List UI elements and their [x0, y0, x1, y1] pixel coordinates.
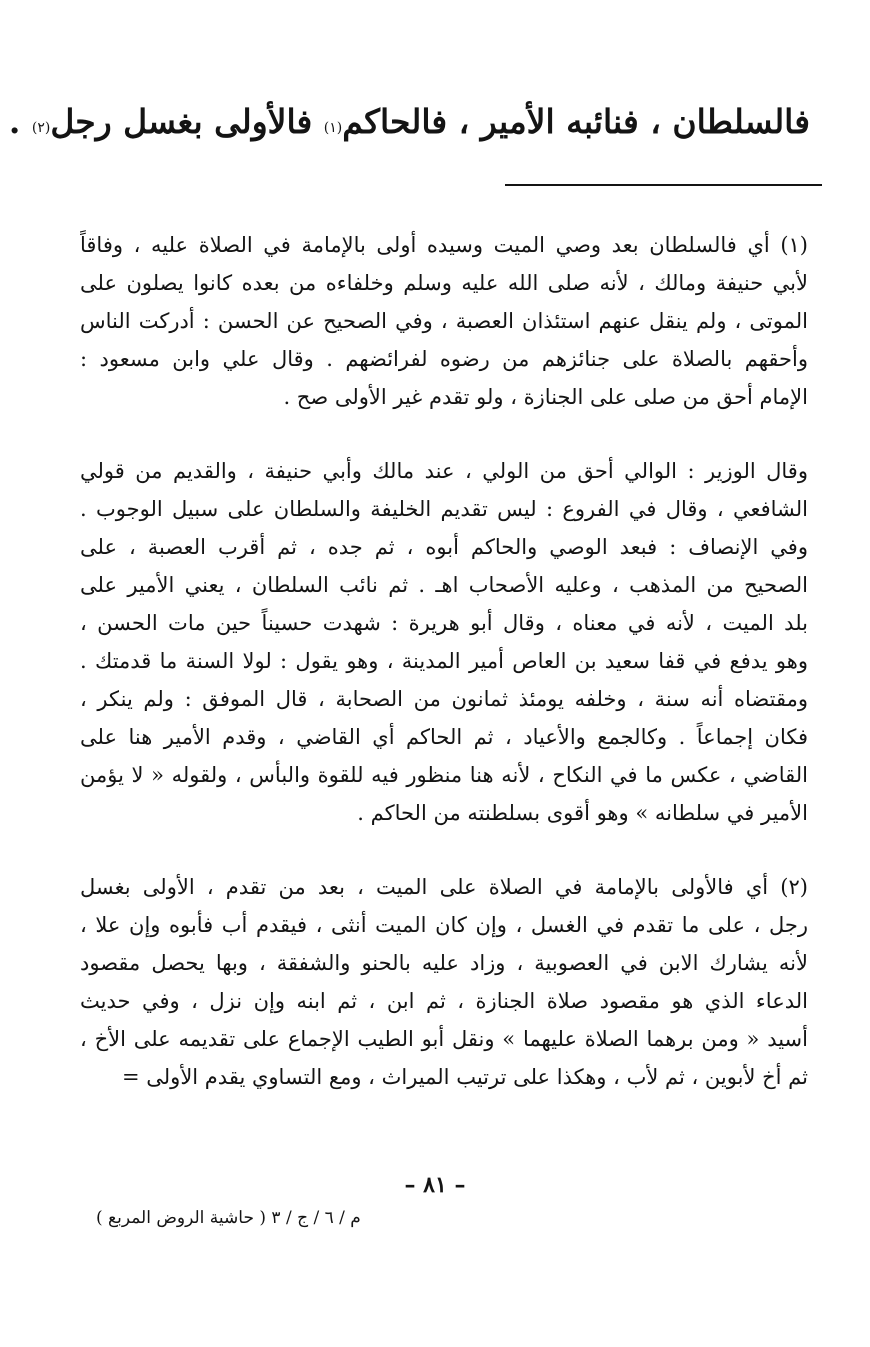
footnote-ref-1[interactable]: (١)	[323, 120, 343, 136]
footnote-line: لأنه يشارك الابن في العصوبية ، وزاد عليه بالحنو والشفقة ، وبها يحصل مقصود	[80, 951, 808, 975]
footnote-line: الأمير في سلطانه » وهو أقوى بسلطنته من الحاكم .	[357, 801, 808, 825]
main-text-part2: فالأولى بغسل رجل	[50, 102, 324, 141]
page-number: – ٨١ –	[404, 1172, 466, 1198]
footnote-separator	[505, 184, 822, 186]
footnote-line: لأبي حنيفة ومالك ، لأنه صلى الله عليه وسلم وخلفاءه من بعده كانوا يصلون على	[80, 271, 808, 295]
footnote-line: ثم أخ لأبوين ، ثم لأب ، وهكذا على ترتيب الميراث ، ومع التساوي يقدم الأولى =	[122, 1065, 808, 1089]
footnote-line: أسيد « ومن برهما الصلاة عليهما » ونقل أبو الطيب الإجماع على تقديمه على الأخ ،	[80, 1027, 808, 1051]
footnote-line: وهو يدفع في قفا سعيد بن العاص أمير المدينة ، وهو يقول : لولا السنة ما قدمتك .	[80, 649, 808, 673]
footnote-line: الشافعي ، وقال في الفروع : ليس تقديم الخليفة والسلطان على سبيل الوجوب .	[80, 497, 808, 521]
footnote-line: ومقتضاه أنه سنة ، وخلفه يومئذ ثمانون من الصحابة ، قال الموفق : ولم ينكر ،	[80, 687, 808, 711]
footnote-line: الصحيح من المذهب ، وعليه الأصحاب اهـ . ثم نائب السلطان ، يعني الأمير على	[80, 573, 808, 597]
footnote-ref-2[interactable]: (٢)	[31, 120, 51, 136]
footnote-1	[80, 226, 808, 416]
footnote-2	[80, 868, 808, 1096]
main-text-end: .	[8, 102, 32, 141]
footnote-line: فكان إجماعاً . وكالجمع والأعياد ، ثم الحاكم أي القاضي ، وقدم الأمير هنا على	[80, 725, 808, 749]
footnote-line: الموتى ، ولم ينقل عنهم استئذان العصبة ، وفي الصحيح عن الحسن : أدركت الناس	[80, 309, 808, 333]
footnote-line: وفي الإنصاف : فبعد الوصي والحاكم أبوه ، ثم جده ، ثم أقرب العصبة ، على	[80, 535, 808, 559]
footnote-1-continued	[80, 452, 808, 832]
footnotes	[80, 226, 808, 1096]
footnote-line: الإمام أحق من صلى على الجنازة ، ولو تقدم غير الأولى صح .	[283, 385, 808, 409]
signature-mark: م / ٦ / ج / ٣ ( حاشية الروض المربع )	[96, 1208, 361, 1228]
footnote-line: وأحقهم بالصلاة على جنائزهم من رضوه لفرائضهم . وقال علي وابن مسعود :	[80, 347, 808, 371]
footnote-line: القاضي ، عكس ما في النكاح ، لأنه هنا منظور فيه للقوة والبأس ، ولقوله « لا يؤمن	[80, 763, 808, 787]
footnote-line: وقال الوزير : الوالي أحق من الولي ، عند مالك وأبي حنيفة ، والقديم من قولي	[80, 459, 808, 483]
footnote-line: بلد الميت ، لأنه في معناه ، وقال أبو هريرة : شهدت حسيناً حين مات الحسن ،	[80, 611, 808, 635]
footnote-line: (١) أي فالسلطان بعد وصي الميت وسيده أولى بالإمامة في الصلاة عليه ، وفاقاً	[80, 233, 808, 257]
main-text-line	[8, 92, 810, 152]
footnote-line: الدعاء الذي هو مقصود صلاة الجنازة ، ثم ابن ، ثم ابنه وإن نزل ، وفي حديث	[80, 989, 808, 1013]
footnote-line: (٢) أي فالأولى بالإمامة في الصلاة على الميت ، بعد من تقدم ، الأولى بغسل	[80, 875, 808, 899]
main-text-part1: فالسلطان ، فنائبه الأمير ، فالحاكم	[342, 102, 810, 141]
footnote-line: رجل ، على ما تقدم في الغسل ، وإن كان الميت أنثى ، فيقدم أب فأبوه وإن علا ،	[80, 913, 808, 937]
